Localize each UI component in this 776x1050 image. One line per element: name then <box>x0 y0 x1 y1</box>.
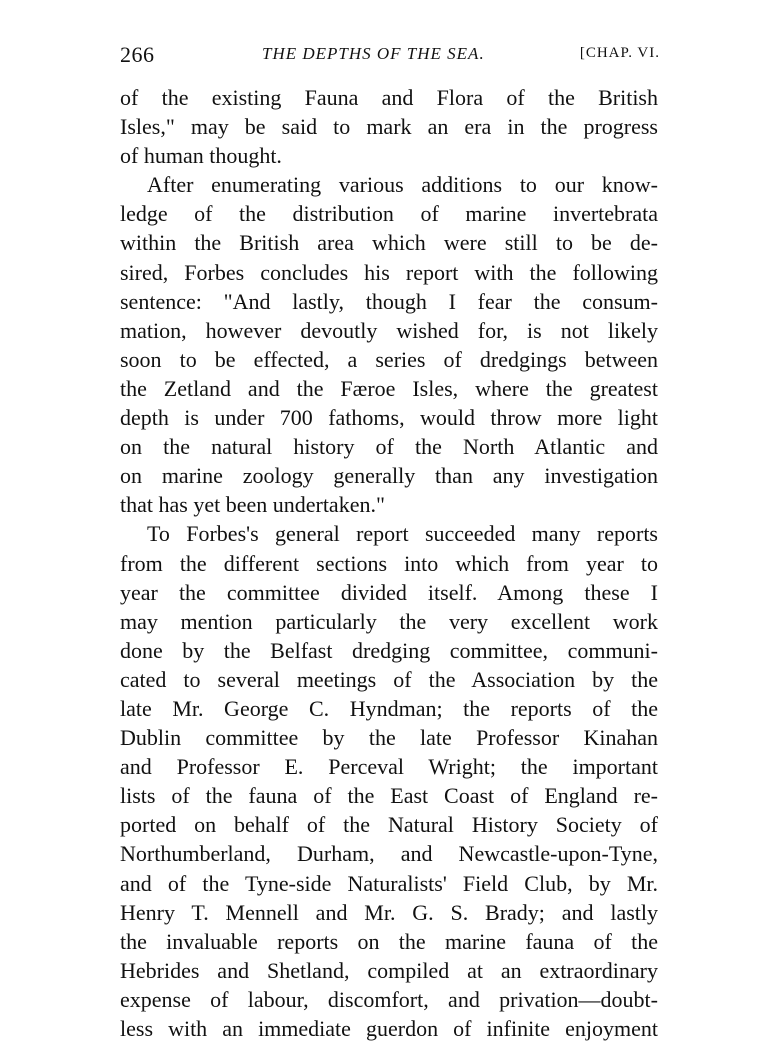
text-line: may mention particularly the very excellent work <box>120 608 658 634</box>
text-line: year the committee divided itself. Among these I <box>120 579 658 605</box>
text-line: done by the Belfast dredging committee, communi- <box>120 637 658 663</box>
text-line: on the natural history of the North Atlantic and <box>120 434 658 460</box>
text-line: and Professor E. Perceval Wright; the important <box>120 754 658 780</box>
text-line: less with an immediate guerdon of infinite enjoyment <box>120 1016 658 1041</box>
text-line: Isles," may be said to mark an era in the progress <box>120 114 658 140</box>
running-title: THE DEPTHS OF THE SEA. <box>262 44 485 63</box>
text-line: sired, Forbes concludes his report with the following <box>120 259 658 285</box>
text-line: cated to several meetings of the Association by the <box>120 666 658 692</box>
body-text <box>120 83 658 1043</box>
text-line: ported on behalf of the Natural History Society of <box>120 812 658 838</box>
text-line: sentence: "And lastly, though I fear the consum- <box>120 288 658 314</box>
page-number: 266 <box>120 42 155 67</box>
text-line: and of the Tyne-side Naturalists' Field Club, by Mr. <box>120 870 658 896</box>
text-line: Northumberland, Durham, and Newcastle-upon-Tyne, <box>120 841 658 867</box>
running-head <box>120 42 660 72</box>
text-line: depth is under 700 fathoms, would throw more light <box>120 405 658 431</box>
text-line: Henry T. Mennell and Mr. G. S. Brady; and lastly <box>120 899 658 925</box>
text-line: on marine zoology generally than any investigation <box>120 463 658 489</box>
text-line: from the different sections into which from year to <box>120 550 658 576</box>
text-line: late Mr. George C. Hyndman; the reports of the <box>120 695 658 721</box>
paragraph-start-line: To Forbes's general report succeeded many reports <box>147 521 658 547</box>
text-line: expense of labour, discomfort, and privation—doubt- <box>120 986 658 1012</box>
paragraph-start-line: After enumerating various additions to our know- <box>147 172 658 198</box>
text-line: of human thought. <box>120 143 282 169</box>
text-line: Hebrides and Shetland, compiled at an extraordinary <box>120 957 658 983</box>
text-line: that has yet been undertaken." <box>120 492 385 518</box>
text-line: soon to be effected, a series of dredgings between <box>120 346 658 372</box>
text-line: lists of the fauna of the East Coast of England re- <box>120 783 658 809</box>
text-line: within the British area which were still to be de- <box>120 230 658 256</box>
chapter-reference: [CHAP. VI. <box>579 45 660 61</box>
text-line: of the existing Fauna and Flora of the British <box>120 85 658 110</box>
text-line: the invaluable reports on the marine fauna of the <box>120 928 658 954</box>
text-line: ledge of the distribution of marine invertebrata <box>120 201 658 227</box>
text-line: mation, however devoutly wished for, is not likely <box>120 317 658 343</box>
text-line: the Zetland and the Færoe Isles, where the greatest <box>120 375 658 401</box>
text-line: Dublin committee by the late Professor Kinahan <box>120 725 658 751</box>
